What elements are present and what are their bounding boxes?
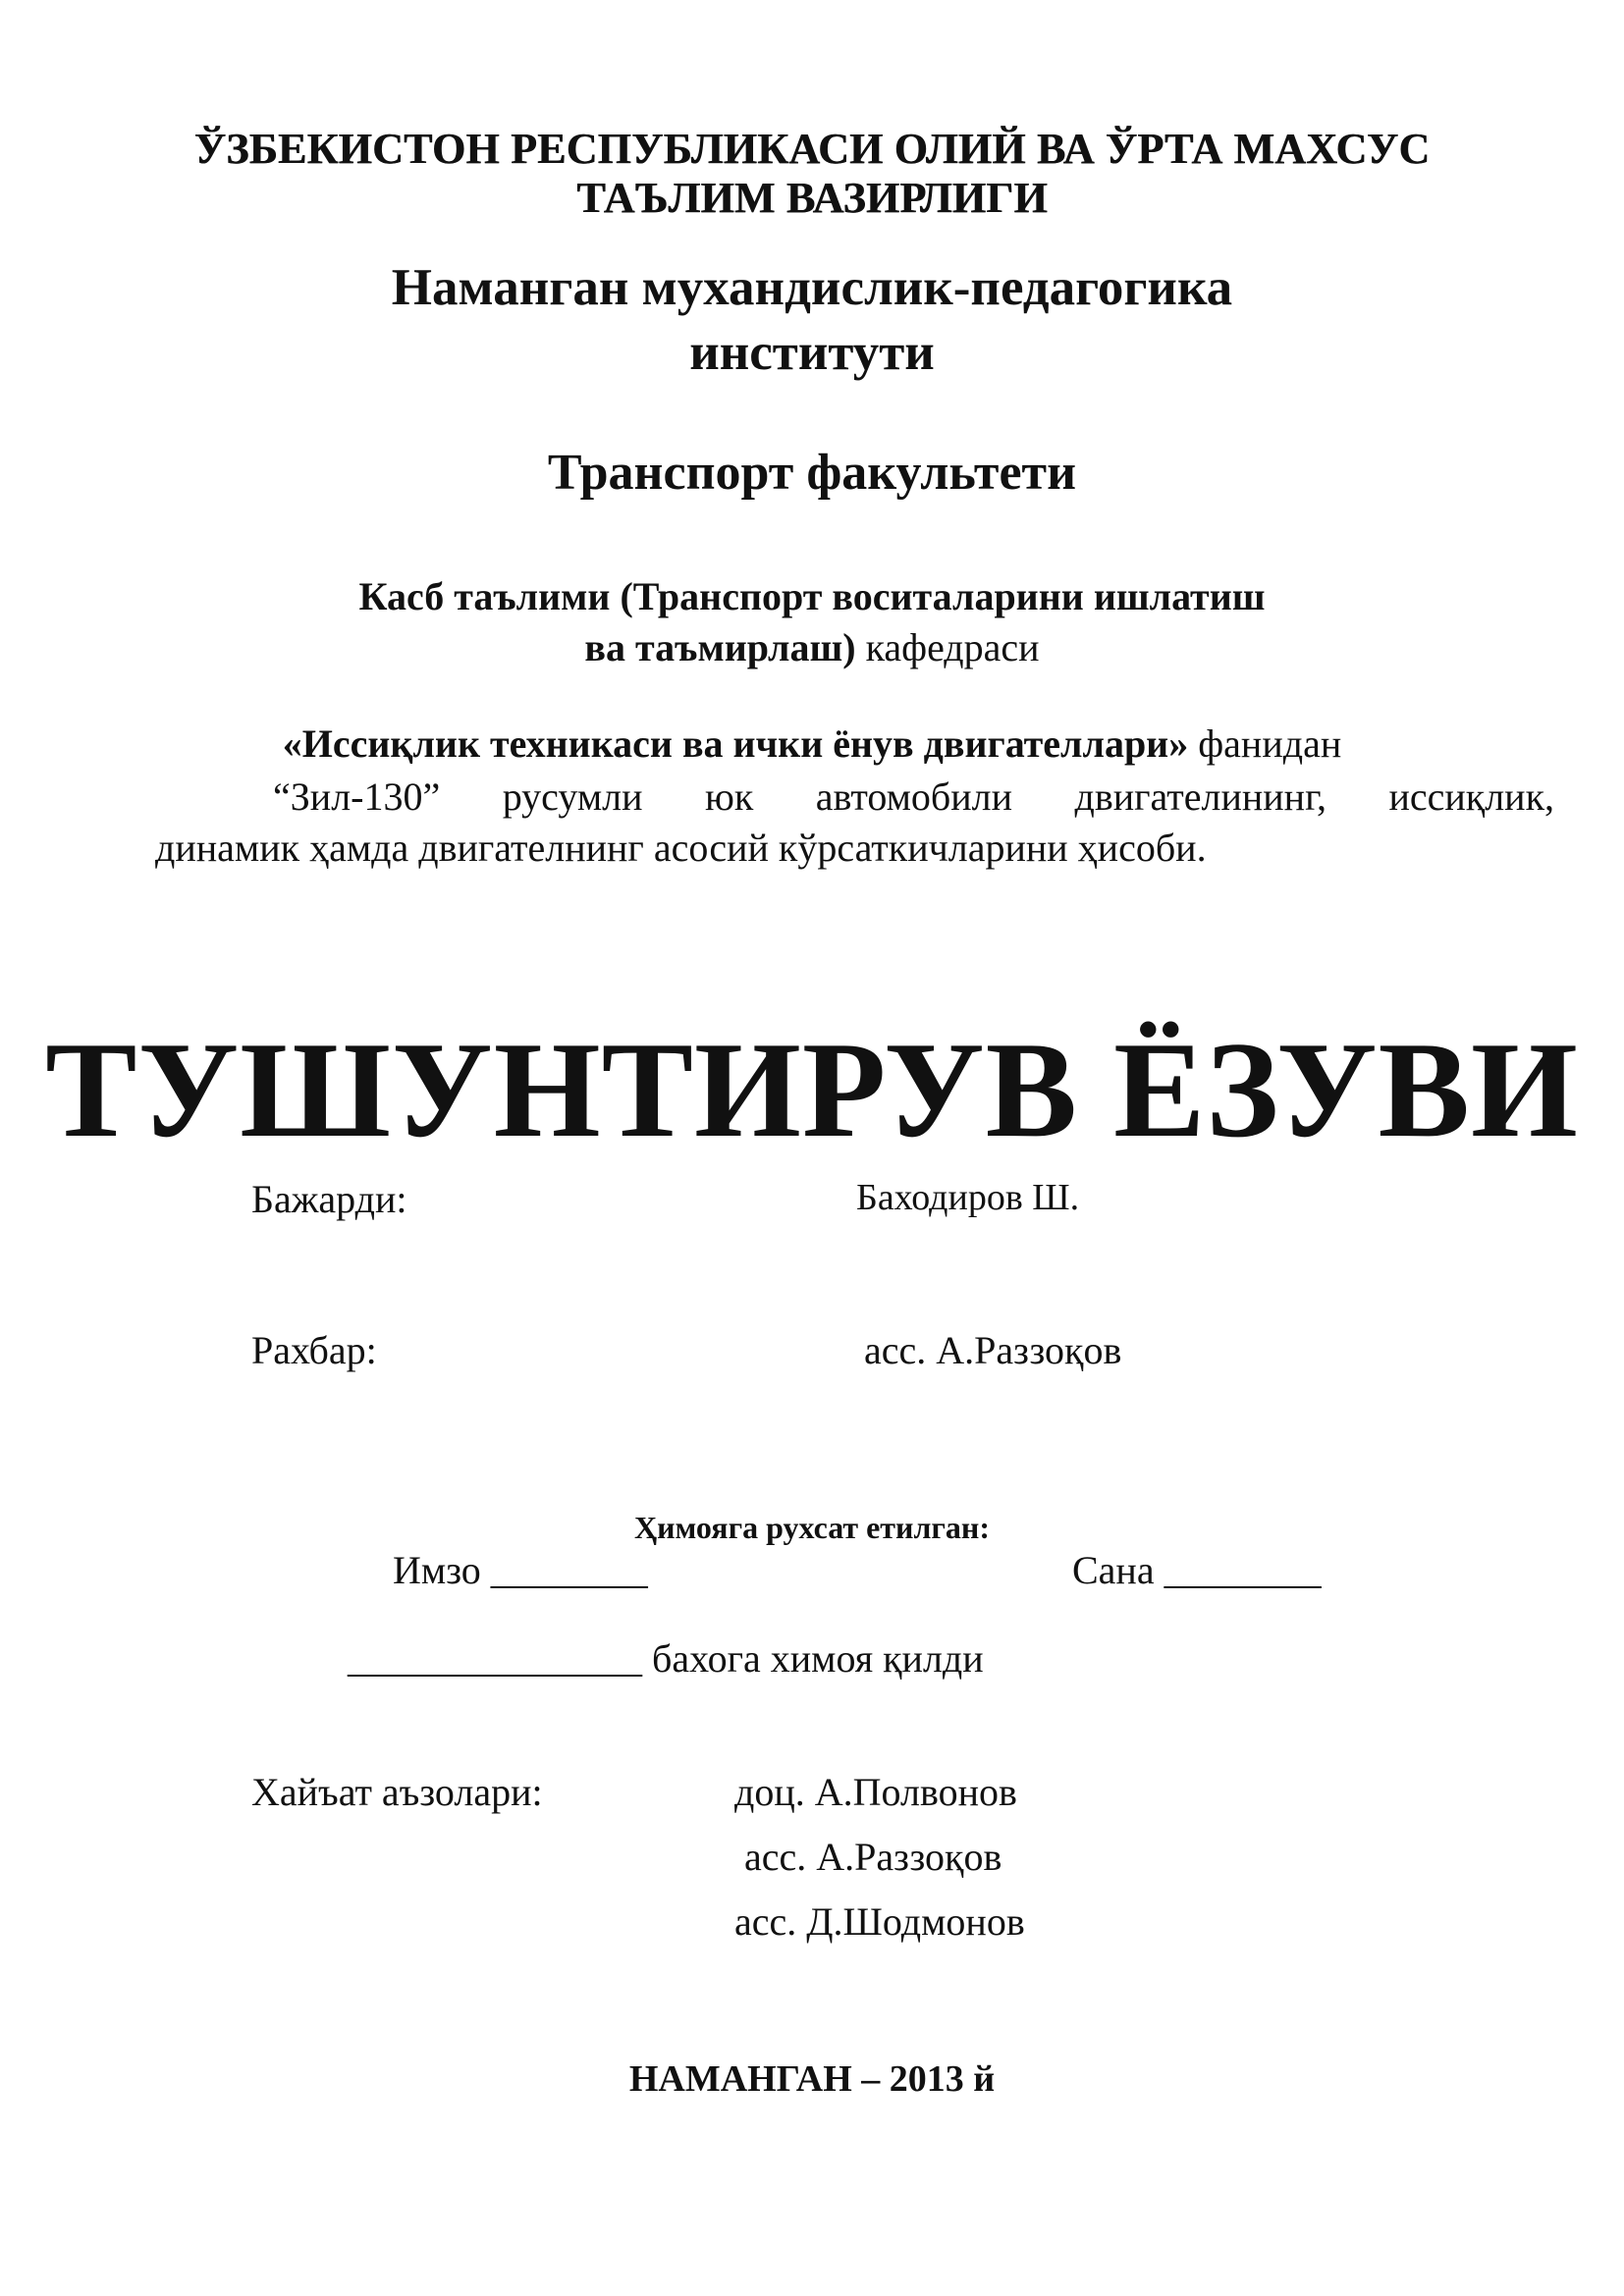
grade-line: _______________ бахога химоя қилди bbox=[348, 1636, 984, 1681]
document-title: ТУШУНТИРУВ ЁЗУВИ bbox=[45, 1014, 1579, 1166]
ministry-line-2: ТАЪЛИМ ВАЗИРЛИГИ bbox=[576, 174, 1048, 222]
department-line-1-text: Касб таълими (Транспорт воситаларини ишлатиш bbox=[358, 574, 1266, 618]
defense-permitted: Ҳимояга рухсат етилган: bbox=[633, 1510, 991, 1545]
supervisor-value: асс. А.Раззоқов bbox=[864, 1328, 1122, 1372]
performed-value: Баходиров Ш. bbox=[856, 1177, 1080, 1218]
committee-member: асс. А.Раззоқов bbox=[744, 1835, 1002, 1879]
committee-member: асс. Д.Шодмонов bbox=[734, 1899, 1025, 1944]
subject-line bbox=[0, 721, 1624, 767]
ministry-line-1: ЎЗБЕКИСТОН РЕСПУБЛИКАСИ ОЛИЙ ВА ЎРТА МАХСУС bbox=[193, 125, 1431, 173]
subject-title: «Иссиқлик техникаси ва ички ёнув двигателлари» bbox=[282, 721, 1189, 766]
institute-line-1: Наманган мухандислик-педагогика bbox=[391, 259, 1233, 316]
faculty-name: Транспорт факультети bbox=[547, 445, 1077, 501]
committee-member: доц. А.Полвонов bbox=[734, 1770, 1017, 1814]
signature-field: Имзо ________ bbox=[393, 1548, 648, 1592]
institute-line-2: институти bbox=[689, 324, 935, 381]
performed-label: Бажарди: bbox=[251, 1177, 407, 1221]
subject-suffix: фанидан bbox=[1188, 721, 1342, 766]
department-line-2-bold: ва таъмирлаш) bbox=[584, 625, 856, 669]
topic-line-1: “Зил-130” русумли юк автомобили двигателининг, иссиқлик, bbox=[273, 774, 1554, 819]
footer-city-year: НАМАНГАН – 2013 й bbox=[628, 2058, 996, 2100]
topic-line-2: динамик ҳамда двигателнинг асосий кўрсаткичларини ҳисоби. bbox=[155, 826, 1207, 870]
committee-label: Хайъат аъзолари: bbox=[251, 1770, 543, 1814]
department-line-2 bbox=[0, 622, 1624, 673]
department-line-1 bbox=[0, 571, 1624, 622]
department-line-2-rest: кафедраси bbox=[855, 625, 1040, 669]
topic-paragraph bbox=[155, 772, 1554, 874]
date-field: Сана ________ bbox=[1072, 1548, 1322, 1592]
supervisor-label: Рахбар: bbox=[251, 1328, 377, 1372]
